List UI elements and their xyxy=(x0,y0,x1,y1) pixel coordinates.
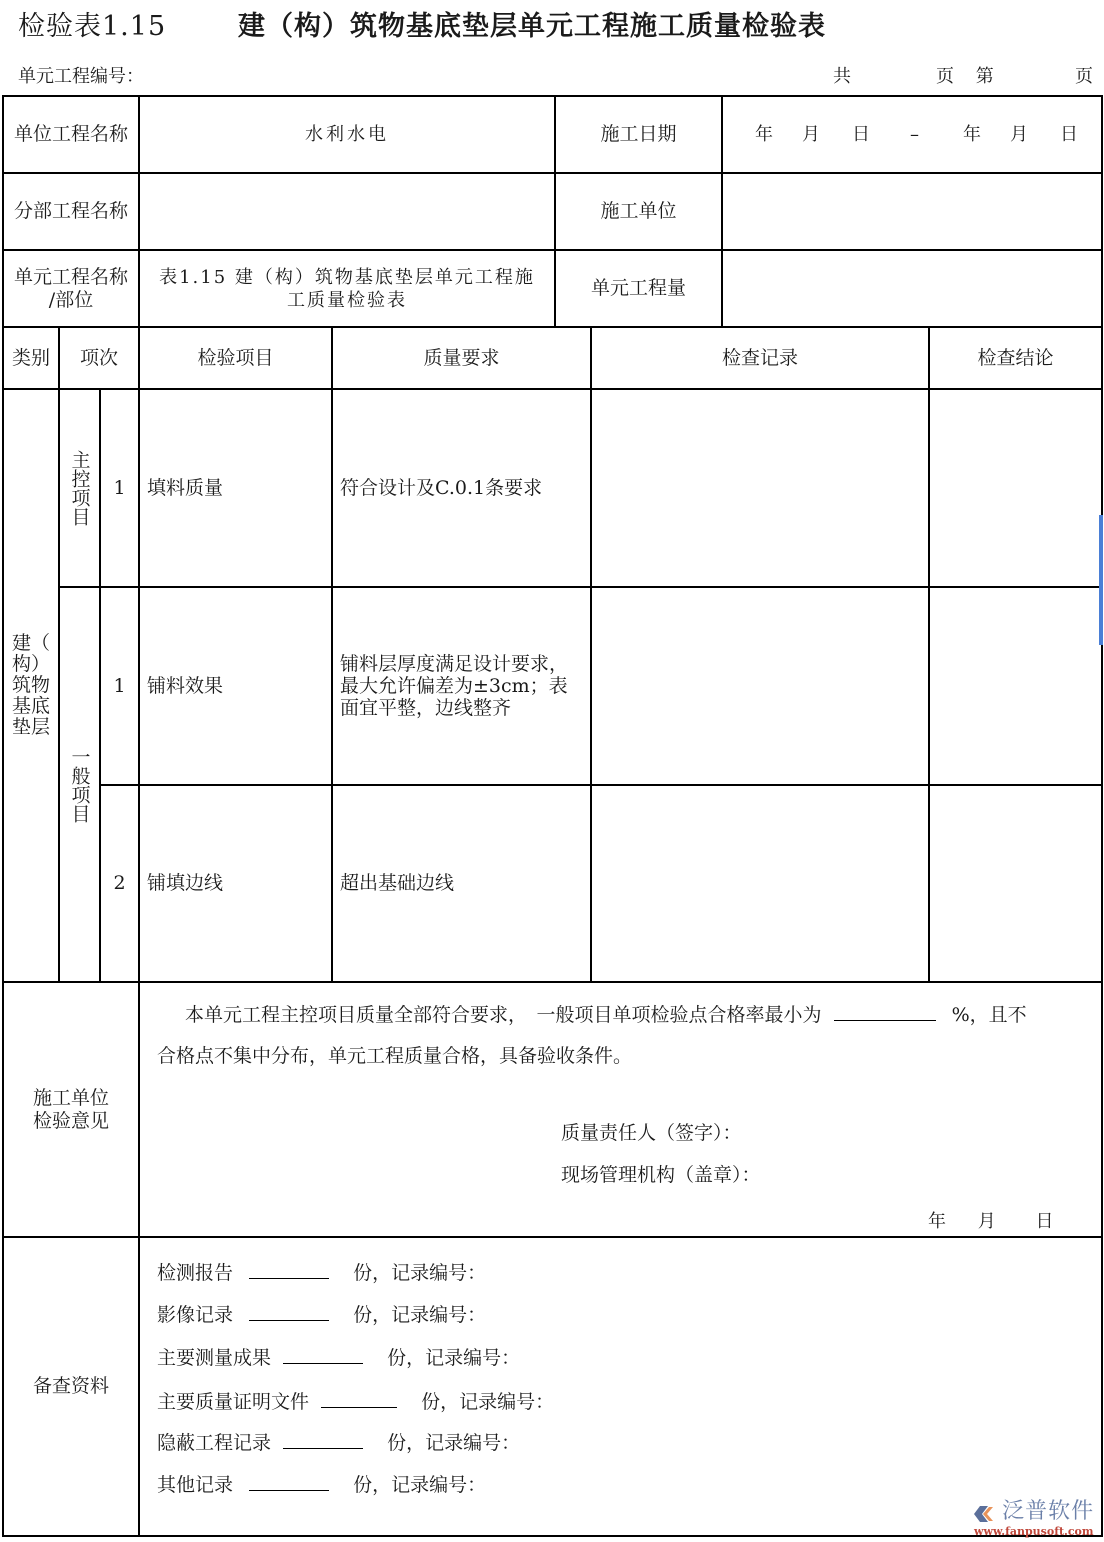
col-header-record: 检查记录 xyxy=(721,346,798,369)
record-suffix: 份，记录编号： xyxy=(353,1474,487,1496)
record-item-concealed xyxy=(157,1428,520,1455)
unit-project-label: 单位工程名称 xyxy=(13,123,128,145)
col-header-item-no: 项次 xyxy=(79,346,118,369)
element-label xyxy=(4,251,138,326)
date-year-2: 年 xyxy=(963,124,981,145)
date-year-1: 年 xyxy=(755,124,773,145)
col-header-quality-requirement: 质量要求 xyxy=(423,346,500,369)
record-item-test-report xyxy=(157,1258,486,1285)
opinion-date-year: 年 xyxy=(928,1211,946,1232)
element-value-line-2: 工质量检验表 xyxy=(287,289,407,311)
page-label-end: 页 xyxy=(1075,66,1093,87)
element-value-line-1: 表1.15 建（构）筑物基底垫层单元工程施 xyxy=(159,266,535,288)
record-count-blank[interactable] xyxy=(321,1389,397,1408)
record-count-blank[interactable] xyxy=(249,1302,329,1321)
category-name xyxy=(4,390,58,981)
record-count-blank[interactable] xyxy=(283,1430,363,1449)
record-suffix: 份，记录编号： xyxy=(387,1432,521,1454)
page-label: 页 第 xyxy=(936,66,1002,87)
row-conclusion[interactable] xyxy=(930,588,1101,784)
requirement-line: 铺料层厚度满足设计要求， xyxy=(340,653,569,675)
row-record[interactable] xyxy=(592,390,928,586)
page-title: 建（构）筑物基底垫层单元工程施工质量检验表 xyxy=(238,11,826,42)
record-item-other xyxy=(157,1470,486,1497)
construction-date-field[interactable] xyxy=(723,97,1101,172)
col-header-conclusion: 检查结论 xyxy=(977,346,1054,369)
construction-date-label: 施工日期 xyxy=(600,123,677,145)
division-value[interactable] xyxy=(140,174,554,249)
pass-rate-blank[interactable] xyxy=(834,1002,936,1021)
signer-label: 质量责任人（签字）： xyxy=(561,1122,742,1144)
total-pages-label: 共 xyxy=(833,66,851,87)
requirement-line: 面宜平整，边线整齐 xyxy=(340,697,512,719)
date-month-1: 月 xyxy=(802,124,820,145)
element-label-line-1: 单元工程名称 xyxy=(13,265,128,288)
row-item: 铺料效果 xyxy=(147,674,224,697)
row-no: 1 xyxy=(113,674,126,697)
group-general xyxy=(60,588,99,981)
opinion-label-line-2: 检验意见 xyxy=(32,1109,109,1132)
h-line xyxy=(2,981,1103,983)
opinion-text-line-2: 合格点不集中分布，单元工程质量合格，具备验收条件。 xyxy=(157,1045,633,1067)
element-value[interactable] xyxy=(140,251,554,326)
record-name: 主要质量证明文件 xyxy=(157,1391,310,1413)
row-item: 填料质量 xyxy=(147,476,224,499)
records-label: 备查资料 xyxy=(32,1375,109,1397)
date-day-1: 日 xyxy=(852,124,870,145)
v-line xyxy=(1101,95,1103,1537)
watermark-name: 泛普软件 xyxy=(1002,1499,1095,1524)
division-label: 分部工程名称 xyxy=(13,200,128,222)
watermark-url: www.fanpusoft.com xyxy=(974,1525,1094,1538)
record-suffix: 份，记录编号： xyxy=(353,1262,487,1284)
stamp-label: 现场管理机构（盖章）： xyxy=(561,1164,761,1186)
unit-no-label: 单元工程编号： xyxy=(18,66,144,87)
quantity-label: 单元工程量 xyxy=(590,277,686,299)
record-count-blank[interactable] xyxy=(283,1345,363,1364)
category-line: 建（ xyxy=(12,632,51,654)
contractor-label: 施工单位 xyxy=(600,200,677,222)
row-record[interactable] xyxy=(592,588,928,784)
h-line xyxy=(2,1535,1103,1537)
category-line: 筑物 xyxy=(12,674,51,696)
v-line xyxy=(138,981,140,1537)
row-requirement: 超出基础边线 xyxy=(340,872,455,894)
group-general-label: 一般项目 xyxy=(68,746,91,823)
row-no: 2 xyxy=(113,872,126,894)
opinion-label xyxy=(4,983,138,1236)
opinion-text-b: %，且不 xyxy=(951,1004,1027,1026)
record-name: 主要测量成果 xyxy=(157,1347,272,1369)
record-suffix: 份，记录编号： xyxy=(421,1391,555,1413)
scrollbar-thumb[interactable] xyxy=(1099,515,1103,645)
date-day-2: 日 xyxy=(1060,124,1078,145)
record-item-survey xyxy=(157,1343,520,1370)
col-header-category: 类别 xyxy=(11,346,50,369)
h-line xyxy=(2,1236,1103,1238)
date-separator: – xyxy=(910,124,919,145)
form-code: 检验表1.15 xyxy=(18,11,167,42)
requirement-line: 最大允许偏差为±3cm；表 xyxy=(340,675,568,697)
row-requirement: 符合设计及C.0.1条要求 xyxy=(340,476,543,499)
unit-project-value[interactable]: 水利水电 xyxy=(305,124,389,145)
row-requirement xyxy=(333,588,590,784)
category-line: 垫层 xyxy=(12,716,51,738)
contractor-value[interactable] xyxy=(723,174,1101,249)
record-name: 隐蔽工程记录 xyxy=(157,1432,272,1454)
record-name: 影像记录 xyxy=(157,1304,234,1326)
record-item-quality-cert xyxy=(157,1387,554,1414)
group-main-control xyxy=(60,390,99,586)
record-name: 检测报告 xyxy=(157,1262,234,1284)
record-suffix: 份，记录编号： xyxy=(353,1304,487,1326)
date-month-2: 月 xyxy=(1010,124,1028,145)
opinion-text-a: 本单元工程主控项目质量全部符合要求， 一般项目单项检验点合格率最小为 xyxy=(185,1004,822,1026)
record-item-image xyxy=(157,1300,486,1327)
opinion-date[interactable] xyxy=(928,1207,1053,1233)
record-count-blank[interactable] xyxy=(249,1260,329,1279)
quantity-value[interactable] xyxy=(723,251,1101,326)
category-line: 构） xyxy=(12,653,51,675)
category-line: 基底 xyxy=(12,695,51,717)
row-no: 1 xyxy=(113,476,126,499)
watermark xyxy=(972,1494,1094,1538)
row-conclusion[interactable] xyxy=(930,786,1101,981)
record-suffix: 份，记录编号： xyxy=(387,1347,521,1369)
row-record[interactable] xyxy=(592,786,928,981)
element-label-line-2: /部位 xyxy=(48,288,94,311)
opinion-date-day: 日 xyxy=(1035,1211,1054,1232)
group-main-label: 主控项目 xyxy=(68,450,91,526)
opinion-text-line-1 xyxy=(185,995,1027,1036)
opinion-label-line-1: 施工单位 xyxy=(32,1086,109,1109)
row-item: 铺填边线 xyxy=(147,872,224,894)
opinion-date-month: 月 xyxy=(977,1211,996,1232)
record-count-blank[interactable] xyxy=(249,1472,329,1491)
record-name: 其他记录 xyxy=(157,1474,234,1496)
col-header-inspection-item: 检验项目 xyxy=(197,346,274,369)
fanpu-logo-icon xyxy=(972,1504,994,1524)
row-conclusion[interactable] xyxy=(930,390,1101,586)
